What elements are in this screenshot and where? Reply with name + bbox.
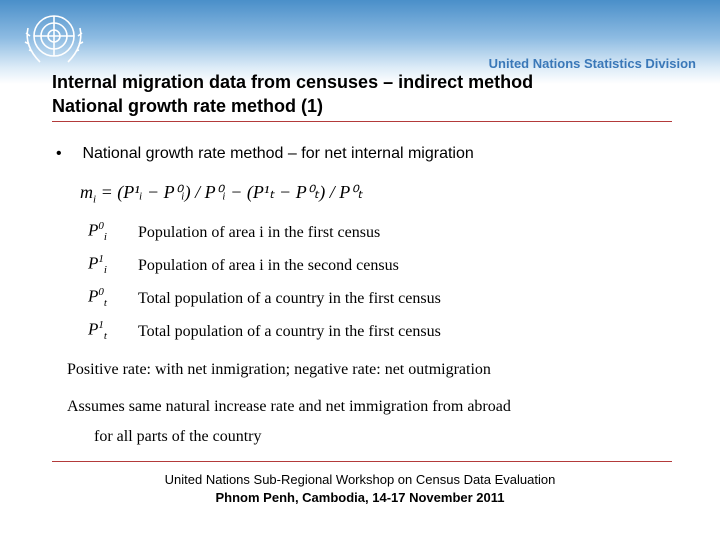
footer-location-date: Phnom Penh, Cambodia, 14-17 November 2011 <box>215 490 505 505</box>
note-rate-sign: Positive rate: with net inmigration; negative rate: net outmigration <box>67 361 491 378</box>
definition-symbol: $P^0_i$ <box>88 220 107 244</box>
definition-symbol: $P^1_t$ <box>88 319 107 343</box>
formula-lhs-sub: i <box>93 193 97 206</box>
formula-rhs: = (P¹ᵢ − P⁰ᵢ) / P⁰ᵢ − (P¹ₜ − P⁰ₜ) / P⁰ₜ <box>100 182 363 202</box>
definition-text: Total population of a country in the first census <box>138 323 441 340</box>
footer-divider <box>52 461 672 462</box>
bullet-item <box>56 145 474 163</box>
page-title <box>52 70 533 118</box>
growth-rate-formula <box>80 182 363 206</box>
definition-text: Population of area i in the second census <box>138 257 399 274</box>
division-name: United Nations Statistics Division <box>488 56 696 71</box>
bullet-dot-icon: • <box>56 145 62 162</box>
definition-symbol: $P^1_i$ <box>88 253 107 277</box>
footer-workshop: United Nations Sub-Regional Workshop on Census Data Evaluation <box>164 472 556 487</box>
note-assumption: Assumes same natural increase rate and net immigration from abroad <box>67 398 511 415</box>
bullet-text: National growth rate method – for net internal migration <box>82 145 474 162</box>
note-assumption-continued: for all parts of the country <box>94 428 262 445</box>
title-divider <box>52 121 672 122</box>
title-line-2: National growth rate method (1) <box>52 96 324 116</box>
definition-text: Total population of a country in the first census <box>138 290 441 307</box>
title-line-1: Internal migration data from censuses – indirect method <box>52 72 534 92</box>
formula-lhs: m <box>80 182 93 202</box>
definition-text: Population of area i in the first census <box>138 224 381 241</box>
definition-symbol: $P^0_t$ <box>88 286 107 310</box>
un-emblem-icon <box>18 6 90 72</box>
